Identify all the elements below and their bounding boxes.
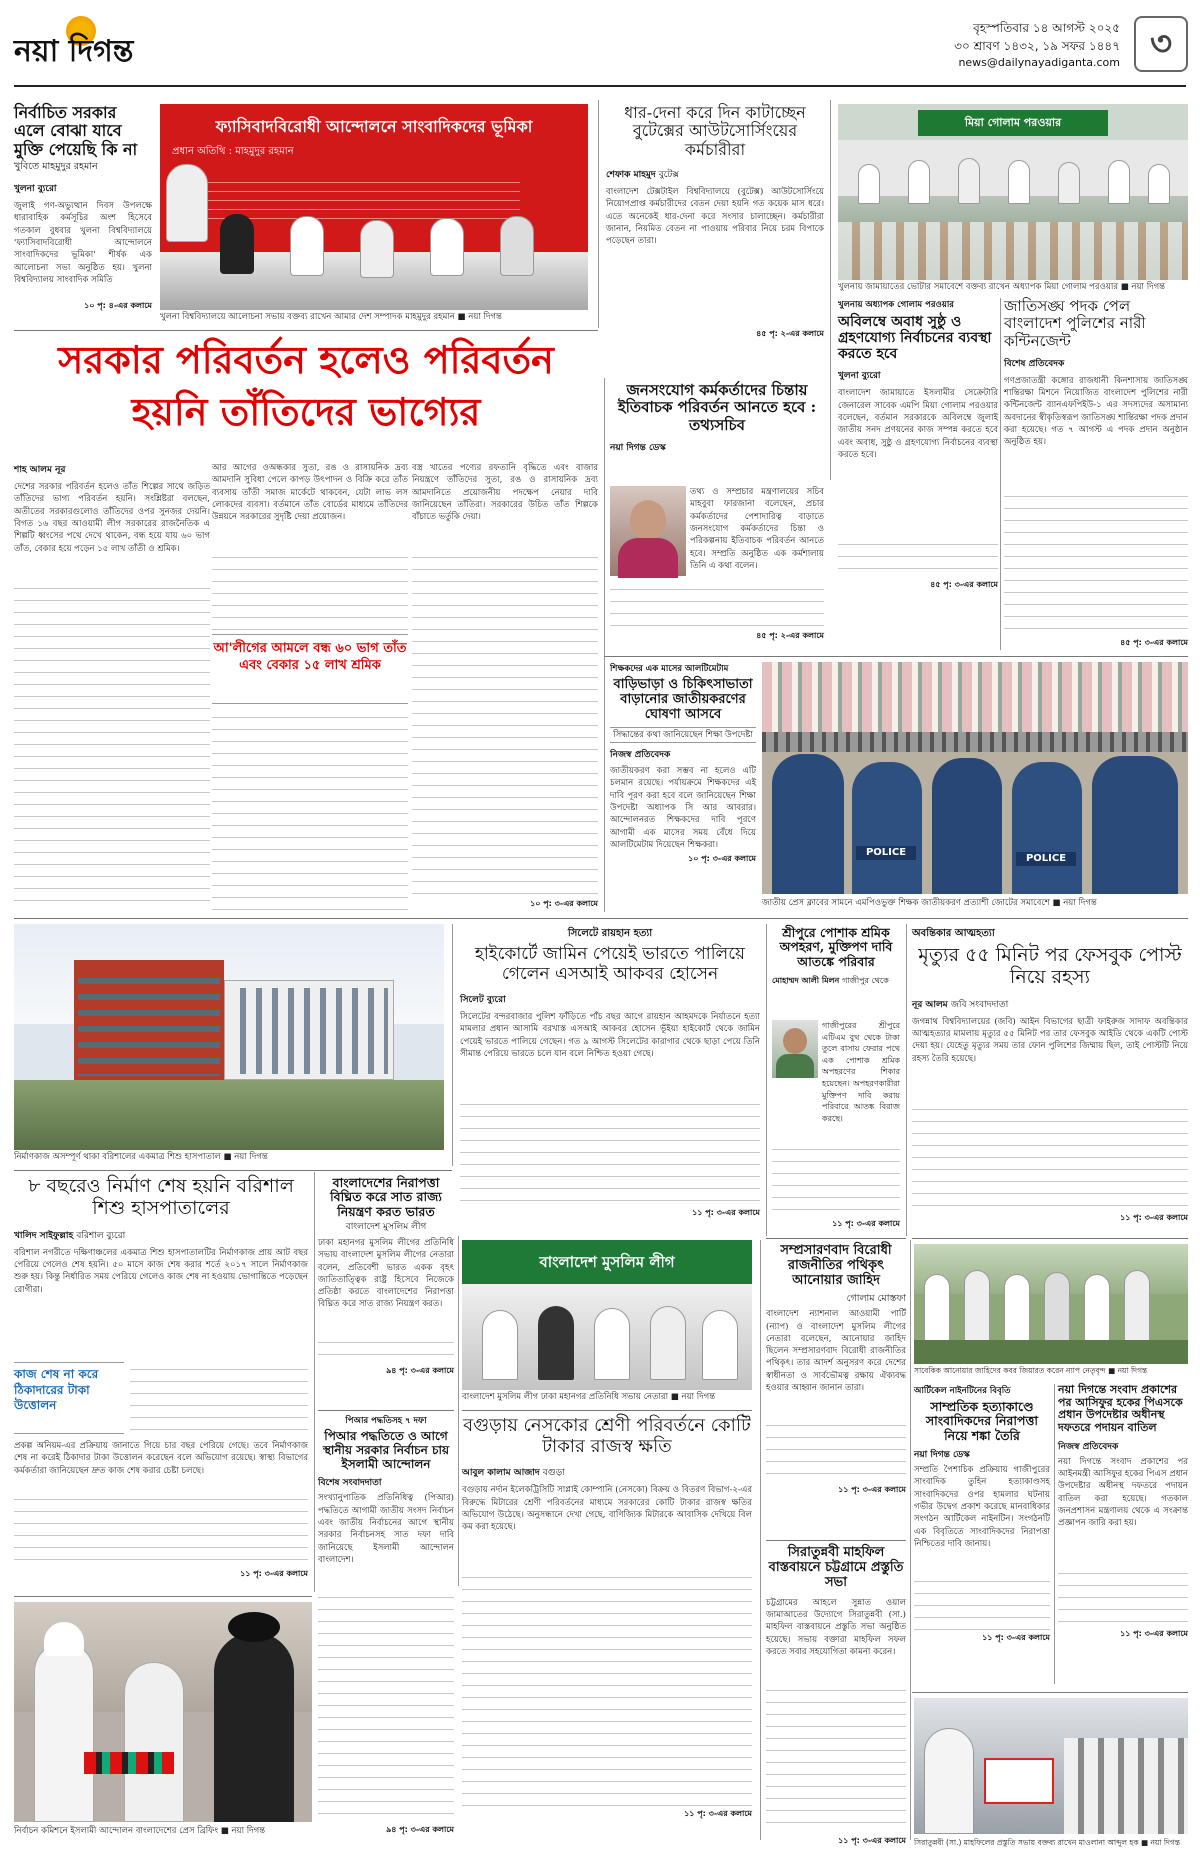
continued-note[interactable]: ১১ পৃ: ৩-এর কলামে — [1120, 1628, 1188, 1638]
story-fascism — [14, 104, 152, 326]
logo-text: নয়া দিগন্ত — [14, 34, 134, 69]
pull-quote-text: কাজ শেষ না করে ঠিকাদারের টাকা উত্তোলন — [14, 1367, 99, 1413]
body-2: প্রকল্প অনিয়ম-এর প্রক্রিয়ায় জানাতে গিয়ে চার বছর পেরিয়ে গেছে। তবে নির্মাণকাজ শেষ না করেই ঠিকাদার টাকা উত্তোলন করেছেন বলে অভিযোগ রয়েছে। স্বাস্থ্য বিভাগের কর্মকর্তারা জানিয়েছেন দ্রুত কাজ শেষ করার চেষ্টা চলছে। — [14, 1441, 308, 1476]
byline: গোলাম মোস্তফা — [846, 1292, 906, 1304]
caption-text: সিরাতুন্নবী (সা.) মাহফিলের প্রস্তুতি সভায় বক্তব্য রাখেন মাওলানা আব্দুল হক — [914, 1838, 1139, 1847]
headline[interactable]: জনসংযোগ কর্মকর্তাদের চিন্তায় ইতিবাচক পরিবর্তন আনতে হবে : তথ্যসচিব — [617, 381, 817, 434]
press-briefing-caption: নির্বাচন কমিশনে ইসলামী আন্দোলন বাংলাদেশের প্রেস ব্রিফিং ■ নয়া দিগন্ত — [14, 1826, 266, 1836]
photo-credit: নয়া দিগন্ত — [231, 1826, 266, 1836]
byline-name: শেফাক মাহমুদ — [606, 170, 656, 181]
byline — [772, 975, 900, 988]
continued-note[interactable]: ১১ পৃ: ৩-এর কলামে — [982, 1633, 1050, 1643]
victim-portrait — [772, 1020, 818, 1078]
caption-text: সাবেকিক আনোয়ার জাহিদের কবর জিয়ারত করেন ন্যাপ নেতৃবৃন্দ — [914, 1366, 1106, 1375]
caption-text: খুলনায় জামায়াতের ভোটার সমাবেশে বক্তব্য রাখেন অধ্যাপক মিয়া গোলাম পরওয়ার — [838, 282, 1119, 292]
story-seerat — [766, 1545, 906, 1845]
photo-credit: নয়া দিগন্ত — [1131, 282, 1166, 292]
headline-line-2: হয়নি তাঁতিদের ভাগ্যের — [131, 389, 481, 434]
story-outsourcing — [606, 104, 824, 374]
body: বাংলাদেশ জামায়াতে ইসলামীর সেক্রেটারি জেনারেল সাবেক এমপি মিয়া গোলাম পরওয়ার বলেছেন, বর্তমান সরকারকে অবিলম্বে জুলাই জাতীয় সনদ প্রণয়নের কাজ সম্পন্ন করতে হবে এবং অবাধ, সুষ্ঠু ও গ্রহণযোগ্য নির্বাচনের ব্যবস্থা করতে হবে। — [838, 388, 998, 460]
date-line-2: ৩০ শ্রাবণ ১৪৩২, ১৯ সফর ১৪৪৭ — [954, 39, 1120, 53]
byline: সিলেট ব্যুরো — [460, 995, 506, 1006]
byline-name: আবুল কালাম আজাদ — [462, 1468, 540, 1479]
page-number-badge — [1134, 16, 1188, 72]
kicker: সিলেটে রায়হান হত্যা — [567, 928, 653, 939]
continued-note[interactable]: ৪৫ পৃ: ২-এর কলামে — [756, 329, 824, 339]
byline: খুলনা ব্যুরো — [838, 371, 881, 382]
byline: নিজস্ব প্রতিবেদক — [1058, 1441, 1119, 1452]
story-ngo — [610, 382, 824, 646]
continued-note[interactable]: ১১ পৃ: ৩-এর কলামে — [684, 1809, 752, 1819]
continued-note[interactable]: ১০ পৃ: ৪-এর কলামে — [84, 301, 152, 311]
secretary-portrait — [610, 486, 686, 576]
continued-note[interactable]: ৪৫ পৃ: ৩-এর কলামে — [1120, 637, 1188, 647]
continued-note[interactable]: ৪৫ পৃ: ৩-এর কলামে — [930, 580, 998, 590]
body: ঢাকা মহানগর মুসলিম লীগের প্রতিনিধি সভায় বাংলাদেশ মুসলিম লীগের নেতারা বলেন, প্রতিবেশী ভারত একক বৃহৎ জাতিতাত্ত্বিক রাষ্ট্র হিসেবে নিজেকে প্রতিষ্ঠা করতে বাংলাদেশের নিরাপত্তা বিঘ্নিত করে সাত রাজ্য নিয়ন্ত্রণ করত। — [318, 1237, 454, 1310]
byline — [606, 167, 824, 182]
subline: খুবিতে মাহমুদুর রহমান — [14, 161, 98, 173]
byline: বিশেষ সংবাদদাতা — [318, 1478, 382, 1489]
headline[interactable]: বাড়িভাড়া ও চিকিৎসাভাতা বাড়ানোর জাতীয়করণের ঘোষণা আসবে — [613, 677, 753, 722]
headline-line-1: সরকার পরিবর্তন হলেও পরিবর্তন — [58, 337, 554, 382]
byline — [912, 997, 1188, 1012]
story-facebook — [912, 926, 1188, 1232]
body: বাংলাদেশ ন্যাশনাল আওয়ামী পার্টি (ন্যাপ) ও বাংলাদেশ মুসলিম লীগের নেতারা বলেছেন, আনোয়ার জাহিদ ছিলেন সম্প্রসারণবাদ বিরোধী রাজনীতির পথিকৃৎ। তার আদর্শ অনুসরণ করে দেশের স্বাধীনতা ও সার্বভৌমত্ব রক্ষায় ঐক্যবদ্ধ হওয়ার আহ্বান জানান তারা। — [766, 1309, 906, 1394]
seminar-photo-caption: খুলনা বিশ্ববিদ্যালয়ে আলোচনা সভায় বক্তব্য রাখেন আমার দেশ সম্পাদক মাহমুদুর রহমান ■ নয়া দিগন্ত — [160, 312, 502, 322]
byline — [462, 1465, 752, 1480]
byline: শাহ আলম নূর — [14, 465, 66, 475]
headline[interactable]: সাম্প্রতিক হত্যাকাণ্ডে সাংবাদিকদের নিরাপত্তা নিয়ে শঙ্কা তৈরি — [925, 1399, 1039, 1443]
story-hospital — [14, 1176, 308, 1586]
story-jahid — [766, 1244, 906, 1534]
police-label-2: POLICE — [1016, 852, 1076, 866]
kicker: শিক্ষকদের এক মাসের আলটিমেটাম — [610, 664, 729, 674]
caption-text: নির্বাচন কমিশনে ইসলামী আন্দোলন বাংলাদেশের প্রেস ব্রিফিং — [14, 1826, 219, 1836]
headline[interactable]: জাতিসঙ্ঘ পদক পেল বাংলাদেশ পুলিশের নারী কন্টিনজেন্ট — [1004, 297, 1146, 350]
byline-name: মোহাম্মদ আলী মিলন — [772, 976, 840, 986]
rally-banner-text: মিয়া গোলাম পরওয়ার — [964, 116, 1062, 129]
body: সংখ্যানুপাতিক প্রতিনিধিত্ব (পিআর) পদ্ধতিতে আগামী জাতীয় সংসদ নির্বাচন এবং জাতীয় নির্বাচনের আগে স্থানীয় সরকার নির্বাচনসহ সাত দফা দাবি জানিয়েছে ইসলামী আন্দোলন বাংলাদেশ। — [318, 1493, 454, 1565]
continued-note[interactable]: ৪৫ পৃ: ২-এর কলামে — [756, 631, 824, 640]
byline: নিজস্ব প্রতিবেদক — [610, 750, 671, 760]
league-banner-text: বাংলাদেশ মুসলিম লীগ — [539, 1253, 675, 1271]
league-banner — [462, 1240, 752, 1284]
byline-place: বগুড়া — [542, 1468, 565, 1479]
subline: সিদ্ধান্তের কথা জানিয়েছেন শিক্ষা উপদেষ্টা — [610, 727, 756, 743]
seminar-banner-subtitle: প্রধান অতিথি : মাহমুদুর রহমান — [172, 146, 294, 157]
headline[interactable]: বাংলাদেশের নিরাপত্তা বিঘ্নিত করে সাত রাজ্য নিয়ন্ত্রণ করত ভারত — [330, 1175, 442, 1219]
body: চট্টগ্রামের আহলে সুন্নাত ওয়াল জামাআতের উদ্যোগে সিরাতুন্নবী (সা.) মাহফিল বাস্তবায়নে প্রস্তুতি সভা অনুষ্ঠিত হয়েছে। সভায় বক্তারা মাহফিল সফল করতে সবার সহযোগিতা কামনা করেন। — [766, 1597, 906, 1658]
body: গাজীপুরের শ্রীপুরে এটিএম বুথ থেকে টাকা তুলে বাসায় ফেরার পথে এক পোশাক শ্রমিক অপহরণের শিকার হয়েছেন। অপহরণকারীরা মুক্তিপণ দাবি করায় পরিবারে আতঙ্ক বিরাজ করছে। — [822, 1021, 900, 1123]
byline: খুলনা ব্যুরো — [14, 184, 57, 195]
body-col-3: বস্ত্র খাতের পণ্যের রফতানি বৃদ্ধিতে এবং বাজার নিয়ন্ত্রণে তাঁতিদের সুতা, রঙ ও রাসায়নিক দ্রব্য আমদানিতে প্রয়োজনীয় পদক্ষেপ নেয়ার দাবি জানিয়েছেন তাঁতিরা। সরকারের উচিত তাঁত শিল্পকে বাঁচাতে ভর্তুকি দেয়া। — [412, 463, 598, 523]
headline[interactable]: অবিলম্বে অবাধ সুষ্ঠু ও গ্রহণযোগ্য নির্বাচনের ব্যবস্থা করতে হবে — [838, 314, 992, 363]
headline[interactable]: নির্বাচিত সরকার এলে বোঝা যাবে মুক্তি পেয়েছি কি না — [14, 103, 138, 159]
byline-name: নূর আলম — [912, 999, 948, 1010]
pull-quote-text: আ'লীগের আমলে বন্ধ ৬০ ভাগ তাঁত এবং বেকার ১৫ লাখ শ্রমিক — [213, 641, 407, 673]
hospital-photo-caption: নির্মাণকাজ অসম্পূর্ণ থাকা বরিশালের একমাত্র শিশু হাসপাতাল ■ নয়া দিগন্ত — [14, 1152, 268, 1162]
body: বাংলাদেশ টেক্সটাইল বিশ্ববিদ্যালয়ে (বুটেক্স) আউটসোর্সিংয়ে নিয়োগপ্রাপ্ত কর্মচারীদের বেতন দেয়া হয়নি গত কয়েক মাস ধরে। এতে অনেকেই ধার-দেনা করে সংসার চালাচ্ছেন। কর্মচারীরা জানান, নিয়মিত বেতন না পাওয়ায় পরিবার নিয়ে চরম বিপাকে পড়েছেন তারা। — [606, 187, 824, 247]
kicker: পিআর পদ্ধতিসহ ৭ দফা — [345, 1416, 427, 1426]
press-briefing-photo — [14, 1602, 312, 1822]
story-muslim-league — [318, 1176, 454, 1406]
byline-name: খালিদ সাইফুল্লাহ — [14, 1230, 74, 1241]
grave-visit-photo — [914, 1244, 1188, 1364]
headline[interactable]: বগুড়ায় নেসকোর শ্রেণী পরিবর্তনে কোটি টাকার রাজস্ব ক্ষতি — [463, 1415, 751, 1457]
continued-note[interactable]: ১০ পৃ: ৩-এর কলামে — [688, 854, 756, 863]
continued-note[interactable]: ১১ পৃ: ৩-এর কলামে — [838, 1835, 906, 1845]
body-col-2: আর আগের ওঅন্ধকার সুতা, রঙ ও রাসায়নিক দ্রব্য আমদানি সুবিধা পেলে কাপড় উৎপাদন ও বিক্রি করে তাঁত ব্যবসায় তাঁতী সমাজ মার্কেটে থাকবেন, যেটা লাভ লস লোকদের ব্যবসা। বর্তমানে তাঁত বোর্ডের মাধ্যমে তাঁতিদের উন্নয়নে সরকারের সুদৃষ্টি দেয়া প্রয়োজন। — [212, 463, 408, 523]
body: বরিশাল নগরীতে দক্ষিণাঞ্চলের একমাত্র শিশু হাসপাতালটির নির্মাণকাজ প্রায় আট বছর পেরিয়ে গেলেও শেষ হয়নি। ৫০ মাসে কাজ শেষ করার শর্তে ২০১৭ সালে নির্মাণকাজ শুরু হয়। কিন্তু নির্ধারিত সময় পেরিয়ে গেলেও কাজ শেষ না হওয়ায় ভোগান্তিতে পড়েছেন রোগীরা। — [14, 1247, 308, 1295]
photo-credit: নয়া দিগন্ত — [1063, 898, 1097, 908]
continued-note[interactable]: ১১ পৃ: ৩-এর কলামে — [240, 1569, 308, 1578]
photo-credit: নয়া দিগন্ত — [468, 312, 502, 322]
photo-credit: নয়া দিগন্ত — [1150, 1838, 1181, 1847]
islamic-continued-note[interactable]: ৯৪ পৃ: ৩-এর কলামে — [386, 1825, 454, 1834]
pull-quote — [212, 634, 408, 704]
story-teachers — [610, 662, 756, 912]
rally-banner — [918, 110, 1108, 136]
masthead-email[interactable]: news@dailynayadiganta.com — [958, 56, 1120, 69]
caption-text: নির্মাণকাজ অসম্পূর্ণ থাকা বরিশালের একমাত্র শিশু হাসপাতাল — [14, 1152, 221, 1162]
body: জাতীয়করণ করা সম্ভব না হলেও এটি চলমান রয়েছে। পর্যায়ক্রমে শিক্ষকদের এই দাবি পূরণ করা হবে বলে জানিয়েছেন শিক্ষা উপদেষ্টা অধ্যাপক সি আর আবরার। আন্দোলনরত শিক্ষকদের দাবি পূরণে আগামী এক মাসের সময় বেঁধে দিয়ে আলটিমেটাম দিয়েছেন শিক্ষকরা। — [610, 766, 756, 850]
seerat-photo-caption: সিরাতুন্নবী (সা.) মাহফিলের প্রস্তুতি সভায় বক্তব্য রাখেন মাওলানা আব্দুল হক ■ নয়া দিগন্ত — [914, 1838, 1181, 1847]
police-photo-caption: জাতীয় প্রেস ক্লাবের সামনে এমপিওভুক্ত শিক্ষক জাতীয়করণ প্রত্যাশী জোটের সমাবেশে ■ নয়া দিগন্ত — [762, 898, 1097, 908]
rally-photo — [838, 104, 1188, 280]
headline[interactable]: সিরাতুন্নবী মাহফিল বাস্তবায়নে চট্টগ্রামে প্রস্তুতি সভা — [768, 1545, 904, 1590]
story-lead-col2 — [212, 462, 408, 912]
body: সম্প্রতি পৈশাচিক প্রক্রিয়ায় গাজীপুরের সাংবাদিক তুহিন হত্যাকাণ্ডসহ সাংবাদিকদের ওপর হামলার ঘটনায় গভীর উদ্বেগ প্রকাশ করেছে মানবাধিকার সংগঠন আর্টিকেল নাইনটিন। সংগঠনটি এক বিবৃতিতে সাংবাদিকদের নিরাপত্তা নিশ্চিতের দাবি জানায়। — [914, 1465, 1050, 1549]
byline: বিশেষ প্রতিবেদক — [1004, 358, 1065, 369]
caption-text: জাতীয় প্রেস ক্লাবের সামনে এমপিওভুক্ত শিক্ষক জাতীয়করণ প্রত্যাশী জোটের সমাবেশে — [762, 898, 1050, 908]
masthead — [0, 0, 1200, 82]
muslim-league-photo-caption: বাংলাদেশ মুসলিম লীগ ঢাকা মহানগর প্রতিনিধি সভায় নেতারা ■ নয়া দিগন্ত — [462, 1392, 716, 1402]
story-lead-col3 — [412, 462, 598, 912]
headline[interactable]: পিআর পদ্ধতিতে ও আগে স্থানীয় সরকার নির্বাচন চায় ইসলামী আন্দোলন — [322, 1429, 450, 1471]
date-line-1: বৃহস্পতিবার ১৪ আগস্ট ২০২৫ — [973, 21, 1120, 35]
byline: নয়া দিগন্ত ডেস্ক — [610, 442, 666, 453]
masthead-logo[interactable] — [14, 14, 224, 74]
story-election — [838, 298, 998, 650]
rally-photo-caption: খুলনায় জামায়াতের ভোটার সমাবেশে বক্তব্য রাখেন অধ্যাপক মিয়া গোলাম পরওয়ার ■ নয়া দিগন্ত — [838, 282, 1166, 292]
caption-text: বাংলাদেশ মুসলিম লীগ ঢাকা মহানগর প্রতিনিধি সভায় নেতারা — [462, 1392, 669, 1402]
headline[interactable]: মৃত্যুর ৫৫ মিনিট পর ফেসবুক পোস্ট নিয়ে রহস্য — [918, 944, 1182, 988]
story-bogura — [462, 1416, 752, 1840]
grave-visit-caption: সাবেকিক আনোয়ার জাহিদের কবর জিয়ারত করেন ন্যাপ নেতৃবৃন্দ ■ নয়া দিগন্ত — [914, 1366, 1148, 1375]
body: তথ্য ও সম্প্রচার মন্ত্রণালয়ের সচিব মাহবুবা ফারজানা বলেছেন, প্রচার কর্মকর্তাদের পেশাদারিত্ব বাড়াতে জনসংযোগ কর্মকর্তাদের চিন্তা ও পরিকল্পনায় ইতিবাচক পরিবর্তন আনতে হবে। সম্প্রতি অনুষ্ঠিত এক কর্মশালায় তিনি এ কথা বলেন। — [690, 487, 824, 571]
muslim-league-photo — [462, 1240, 752, 1390]
headline[interactable]: ৮ বছরেও নির্মাণ শেষ হয়নি বরিশাল শিশু হাসপাতালের — [28, 1175, 294, 1219]
seminar-photo — [160, 104, 588, 310]
body: বগুড়ায় নর্দান ইলেকট্রিসিটি সাপ্লাই কোম্পানি (নেসকো) বিক্রয় ও বিতরণ বিভাগ-২-এর বিরুদ্ধে মিটারের শ্রেণী পরিবর্তনের মাধ্যমে সরকারের কোটি টাকার রাজস্ব ক্ষতির অভিযোগ উঠেছে। অনুসন্ধানে দেখা গেছে, বাণিজ্যিক মিটারকে আবাসিক দেখিয়ে বিল কম করা হয়েছে। — [462, 1485, 752, 1533]
kicker: অবন্তিকার আত্মহত্যা — [912, 928, 995, 939]
story-security — [914, 1384, 1050, 1686]
story-lead-col1 — [14, 462, 210, 912]
body: জুলাই গণ-অভ্যুত্থান দিবস উপলক্ষে ধারাবাহিক কর্মসূচির অংশ হিসেবে গতকাল বুধবার খুলনা বিশ্ববিদ্যালয়ে 'ফ্যাসিবাদবিরোধী আন্দোলনে সাংবাদিকদের ভূমিকা' শীর্ষক এক আলোচনা সভা অনুষ্ঠিত হয়। খুলনা বিশ্ববিদ্যালয় সাংবাদিক সমিতি — [14, 201, 152, 285]
photo-credit: নয়া দিগন্ত — [681, 1392, 716, 1402]
page-number: ৩ — [1149, 24, 1173, 64]
headline[interactable]: নয়া দিগন্তে সংবাদ প্রকাশের পর আসিফুর হকের পিএসকে প্রধান উপদেষ্টার অধীনস্থ দফতরে পদায়ন বাতিল — [1058, 1383, 1183, 1434]
headline[interactable]: হাইকোর্টে জামিন পেয়েই ভারতে পালিয়ে গেলেন এসআই আকবর হোসেন — [474, 944, 746, 984]
seminar-banner-title: ফ্যাসিবাদবিরোধী আন্দোলনে সাংবাদিকদের ভূমিকা — [215, 117, 533, 136]
photo-credit: নয়া দিগন্ত — [1117, 1366, 1148, 1375]
photo-credit: নয়া দিগন্ত — [234, 1152, 268, 1162]
continued-note[interactable]: ১০ পৃ: ৩-এর কলামে — [530, 899, 598, 908]
story-unsc — [1004, 298, 1188, 650]
subline: বাংলাদেশ মুসলিম লীগ — [345, 1222, 427, 1233]
headline[interactable]: ধার-দেনা করে দিন কাটাচ্ছেন বুটেক্সের আউটসোর্সিংয়ের কর্মচারীরা — [624, 103, 806, 159]
byline-place: গাজীপুর থেকে — [842, 976, 889, 986]
continued-note[interactable]: ১১ পৃ: ৩-এর কলামে — [692, 1208, 760, 1218]
seerat-photo — [914, 1698, 1188, 1834]
body: গণপ্রজাতন্ত্রী কঙ্গোর রাজধানী কিনশাসায় জাতিসঙ্ঘ শান্তিরক্ষা মিশনে নিয়োজিত বাংলাদেশ পুলিশের নারী কন্টিনজেন্ট ব্যানএফপিইউ-১ এর সদস্যদের অসামান্য অবদানের স্বীকৃতিস্বরূপ জাতিসঙ্ঘ শান্তিরক্ষা পদক প্রদান করা হয়েছে। গত ৭ আগস্ট এ পদক প্রদান অনুষ্ঠান অনুষ্ঠিত হয়। — [1004, 375, 1188, 448]
story-adviser — [1058, 1384, 1188, 1686]
body: নয়া দিগন্তে সংবাদ প্রকাশের পর আইনমন্ত্রী আসিফুর হকের পিএস প্রধান উপদেষ্টার অধীনস্থ দফতরে পদায়ন বাতিল করা হয়েছে। গতকাল জনপ্রশাসন মন্ত্রণালয় থেকে এ সংক্রান্ত প্রজ্ঞাপন জারি করা হয়। — [1058, 1456, 1188, 1529]
byline-place: বরিশাল ব্যুরো — [76, 1230, 126, 1241]
caption-text: খুলনা বিশ্ববিদ্যালয়ে আলোচনা সভায় বক্তব্য রাখেন আমার দেশ সম্পাদক মাহমুদুর রহমান — [160, 312, 455, 322]
hospital-photo — [14, 924, 444, 1150]
byline-place: জবি সংবাদদাতা — [950, 999, 1009, 1010]
headline[interactable]: সম্প্রসারণবাদ বিরোধী রাজনীতির পথিকৃৎ আনোয়ার জাহিদ — [780, 1243, 892, 1288]
continued-note[interactable]: ১১ পৃ: ৩-এর কলামে — [1120, 1212, 1188, 1222]
continued-note[interactable]: ১১ পৃ: ৩-এর কলামে — [832, 1219, 900, 1228]
kicker: আর্টিকেল নাইনটিনের বিবৃতি — [914, 1386, 1011, 1396]
continued-note[interactable]: ১১ পৃ: ৩-এর কলামে — [838, 1485, 906, 1495]
story-islamic-movement — [318, 1414, 454, 1590]
police-label-1: POLICE — [856, 846, 916, 860]
byline — [14, 1228, 308, 1243]
police-photo — [762, 662, 1188, 894]
continued-note[interactable]: ৯৪ পৃ: ৩-এর কলামে — [386, 1365, 454, 1375]
body: সিলেটের বন্দরবাজার পুলিশ ফাঁড়িতে পাঁচ বছর আগে রায়হান আহমদকে নির্যাতনে হত্যা মামলার প্রধান আসামি বরখাস্ত এসআই আকবর হোসেন ভূঁইয়া হাইকোর্ট থেকে জামিন পেয়েই ভারতে পালিয়ে গেছেন। গত ৯ আগস্ট সিলেটের কারাগার থেকে ছাড়া পেয়ে তিনি সীমান্ত পেরিয়ে ভারতে চলে যান বলে নিশ্চিত হওয়া গেছে। — [460, 1012, 760, 1060]
byline-place: বুটেক্স — [658, 170, 679, 181]
body-col-1: দেশের সরকার পরিবর্তন হলেও তাঁত শিল্পের সাথে জড়িত তাঁতিদের ভাগ্য পরিবর্তন হয়নি। সংশ্লিষ্টরা বলছেন, অতীতের সরকারগুলোও তাঁতিদের ওপর সুনজর দেয়নি। বিগত ১৬ বছর আওয়ামী লীগ সরকারের রাজনৈতিক এ শিল্পটি ধ্বংসের পথে দেখে থাকেন, বন্ধ হয়ে যায় ৬০ ভাগ তাঁত, বেকার হয়ে পড়েন ১৫ লাখ তাঁতী ও শ্রমিক। — [14, 482, 210, 554]
body: জগন্নাথ বিশ্ববিদ্যালয়ের (জবি) আইন বিভাগের ছাত্রী ফাইরুজ সাদাফ অবন্তিকার আত্মহত্যার মামলায় মৃত্যুর ৫৫ মিনিট পর তার ফেসবুক আইডি থেকে একটি পোস্ট দেয়া হয়। যেহেতু মৃত্যুর সময় তার ফোন পুলিশের জিম্মায় ছিল, তাই পোস্টটি নিয়ে রহস্য তৈরি হয়েছে। — [912, 1016, 1188, 1064]
headline[interactable]: শ্রীপুরে পোশাক শ্রমিক অপহরণ, মুক্তিপণ দাবি আতঙ্কে পরিবার — [779, 925, 893, 969]
story-sylhet — [460, 926, 760, 1232]
story-sreepur — [772, 926, 900, 1232]
pull-quote — [14, 1362, 124, 1434]
lead-headline[interactable] — [14, 338, 598, 450]
byline: নয়া দিগন্ত ডেস্ক — [914, 1450, 970, 1461]
kicker: খুলনায় অধ্যাপক গোলাম পরওয়ার — [838, 300, 954, 310]
